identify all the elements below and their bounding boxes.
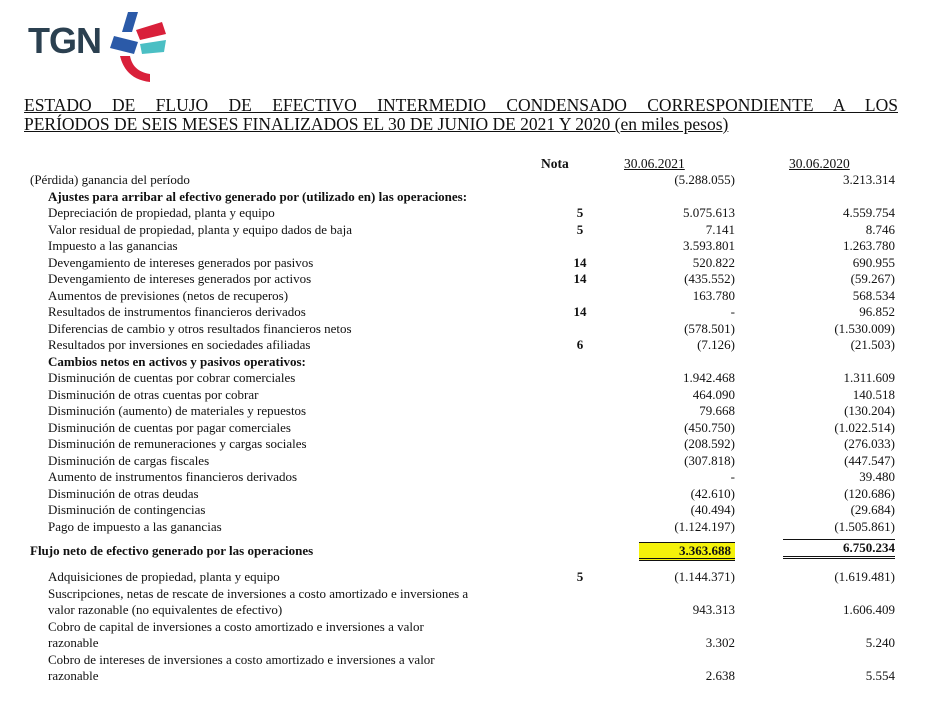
row-nota: [540, 453, 620, 470]
row-value-2021: (208.592): [684, 436, 735, 451]
row-description: Resultados por inversiones en sociedades afiliadas: [48, 337, 311, 352]
row-value-2020: (59.267): [850, 271, 895, 286]
table-row: [30, 420, 895, 437]
row-value-2020: 140.518: [852, 386, 895, 402]
row-value-2021: (450.750): [684, 419, 735, 435]
row-description: [30, 619, 540, 652]
row-nota: 5: [576, 569, 584, 584]
table-row: [30, 469, 895, 486]
row-nota: [540, 486, 620, 503]
row-nota: 5: [576, 205, 584, 220]
row-value-2020: (29.684): [850, 502, 895, 517]
logo-wordmark: TGN: [28, 20, 101, 61]
row-value-2021: (307.818): [684, 452, 735, 468]
table-row: [30, 569, 895, 586]
row-description: Disminución de cuentas por cobrar comerciales: [48, 370, 296, 385]
row-value-2021: -: [730, 304, 735, 319]
row-value-2021: -: [730, 469, 735, 484]
row-value-2020: (447.547): [844, 452, 895, 468]
row-value-2020: 1.606.409: [843, 602, 895, 617]
title-line-1: ESTADO DE FLUJO DE EFECTIVO INTERMEDIO CONDENSADO CORRESPONDIENTE A LOS: [24, 95, 898, 115]
row-value-2021: 520.822: [692, 254, 735, 270]
row-value-2020: (120.686): [844, 485, 895, 501]
highlighted-total-2021: 3.363.688: [639, 542, 735, 561]
row-value-2020: 96.852: [859, 304, 895, 319]
row-value-2021: (1.124.197): [674, 518, 735, 534]
table-row: [30, 652, 895, 685]
row-nota: [540, 420, 620, 437]
table-row: [30, 453, 895, 470]
table-row: [30, 205, 895, 222]
table-row: [30, 502, 895, 519]
row-description: Disminución de remuneraciones y cargas sociales: [48, 436, 307, 451]
row-value-2021: [620, 354, 735, 371]
row-nota: [540, 354, 620, 371]
date-2020-header: 30.06.2020: [789, 156, 850, 171]
row-value-2020: (1.022.514): [834, 419, 895, 435]
row-nota: [540, 288, 620, 305]
row-description: Aumentos de previsiones (netos de recuperos): [48, 287, 289, 303]
row-nota: [540, 586, 620, 619]
row-description: (Pérdida) ganancia del período: [30, 172, 190, 187]
row-value-2021: 2.638: [705, 668, 735, 683]
table-row: [30, 354, 895, 371]
row-value-2020: (1.505.861): [834, 518, 895, 534]
row-value-2020: 690.955: [852, 254, 895, 270]
operating-total-row: [30, 535, 895, 559]
row-nota: [540, 189, 620, 206]
row-description: [30, 652, 540, 685]
row-description-line: Adquisiciones de propiedad, planta y equipo: [48, 569, 280, 584]
row-description: Disminución (aumento) de materiales y repuestos: [48, 403, 307, 418]
table-row: [30, 519, 895, 536]
row-value-2021: 3.593.801: [683, 238, 735, 253]
row-description: Devengamiento de intereses generados por pasivos: [48, 254, 314, 270]
row-value-2020: (1.619.481): [834, 569, 895, 584]
table-row: [30, 189, 895, 206]
table-row: [30, 586, 895, 619]
row-nota: [540, 321, 620, 338]
row-value-2020: [783, 354, 895, 371]
row-value-2020: 39.480: [859, 469, 895, 484]
row-nota: 5: [576, 221, 584, 237]
nota-column-header: Nota: [541, 156, 569, 171]
table-row: [30, 403, 895, 420]
row-value-2020: 568.534: [852, 287, 895, 303]
row-description: Cambios netos en activos y pasivos operativos:: [48, 353, 306, 369]
row-nota: [540, 502, 620, 519]
row-nota: [540, 238, 620, 255]
logo-symbol-icon: [110, 10, 170, 85]
company-logo: [28, 10, 168, 85]
row-description: Impuesto a las ganancias: [48, 238, 178, 253]
row-nota: 14: [573, 271, 587, 286]
row-nota: 14: [573, 304, 587, 319]
row-nota: 6: [576, 337, 584, 352]
row-description: Aumento de instrumentos financieros derivados: [48, 469, 298, 484]
row-value-2021: (42.610): [690, 485, 735, 501]
row-value-2021: (40.494): [690, 502, 735, 517]
table-row: [30, 387, 895, 404]
table-row: [30, 321, 895, 338]
table-row: [30, 337, 895, 354]
row-value-2021: (578.501): [684, 320, 735, 336]
table-row: [30, 304, 895, 321]
row-nota: [540, 519, 620, 536]
row-nota: 14: [573, 254, 587, 270]
row-description: Disminución de contingencias: [48, 502, 206, 517]
row-description: Valor residual de propiedad, planta y equipo dados de baja: [48, 221, 352, 237]
table-row: [30, 486, 895, 503]
row-description: Depreciación de propiedad, planta y equipo: [48, 205, 275, 220]
row-value-2021: 943.313: [692, 602, 735, 617]
row-value-2021: (7.126): [697, 337, 735, 352]
row-value-2020: 1.263.780: [843, 238, 895, 253]
row-value-2020: (1.530.009): [834, 320, 895, 336]
row-description: Disminución de otras cuentas por cobrar: [48, 386, 259, 402]
row-description: Pago de impuesto a las ganancias: [48, 518, 222, 534]
row-value-2021: 464.090: [692, 386, 735, 402]
title-line-2: PERÍODOS DE SEIS MESES FINALIZADOS EL 30 DE JUNIO DE 2021 Y 2020 (en miles pesos): [24, 114, 729, 134]
row-value-2020: [783, 189, 895, 206]
row-description: [30, 569, 540, 586]
table-row: [30, 288, 895, 305]
total-2020: 6.750.234: [783, 539, 895, 560]
row-description-line: valor razonable (no equivalentes de efectivo): [48, 602, 283, 617]
row-description: Disminución de otras deudas: [48, 485, 199, 501]
row-value-2021: [620, 189, 735, 206]
row-description: [30, 586, 540, 619]
row-nota: [540, 619, 620, 652]
table-row: [30, 436, 895, 453]
row-description-line: razonable: [48, 635, 99, 650]
table-row: [30, 370, 895, 387]
row-nota: [540, 403, 620, 420]
row-description-line: razonable: [48, 668, 99, 683]
row-description: Ajustes para arribar al efectivo generado por (utilizado en) las operaciones:: [48, 188, 468, 204]
row-description: Flujo neto de efectivo generado por las operaciones: [30, 542, 314, 558]
row-value-2021: 3.302: [705, 635, 735, 650]
statement-title: [24, 96, 898, 134]
row-value-2020: 3.213.314: [843, 172, 895, 187]
table-row: [30, 271, 895, 288]
row-value-2020: 5.240: [865, 635, 895, 650]
row-value-2021: 7.141: [705, 221, 735, 237]
table-row: [30, 238, 895, 255]
row-description: Resultados de instrumentos financieros derivados: [48, 304, 306, 319]
row-description: Diferencias de cambio y otros resultados financieros netos: [48, 320, 352, 336]
row-nota: [540, 469, 620, 486]
table-row: [30, 222, 895, 239]
date-2021-header: 30.06.2021: [624, 156, 685, 171]
row-description-line: Cobro de intereses de inversiones a costo amortizado e inversiones a valor: [48, 651, 435, 667]
row-value-2021: 1.942.468: [683, 370, 735, 385]
row-value-2021: (435.552): [684, 271, 735, 286]
row-nota: [540, 172, 620, 189]
table-row: [30, 619, 895, 652]
row-value-2020: 5.554: [865, 668, 895, 683]
row-nota: [540, 652, 620, 685]
row-value-2020: 1.311.609: [843, 370, 895, 385]
row-value-2021: 5.075.613: [683, 205, 735, 220]
row-value-2021: 163.780: [692, 287, 735, 303]
row-description-line: Cobro de capital de inversiones a costo amortizado e inversiones a valor: [48, 618, 424, 634]
row-value-2020: 4.559.754: [843, 205, 895, 220]
row-value-2020: 8.746: [865, 221, 895, 237]
row-description: Devengamiento de intereses generados por activos: [48, 271, 312, 286]
table-row: [30, 255, 895, 272]
row-description: Disminución de cuentas por pagar comerciales: [48, 419, 291, 435]
row-value-2021: 79.668: [699, 403, 735, 418]
row-nota: [540, 436, 620, 453]
row-value-2021: (1.144.371): [674, 569, 735, 584]
table-row: [30, 172, 895, 189]
cash-flow-table: [30, 172, 895, 685]
row-description-line: Suscripciones, netas de rescate de inversiones a costo amortizado e inversiones a: [48, 585, 469, 601]
row-value-2021: (5.288.055): [674, 172, 735, 187]
row-value-2020: (130.204): [844, 403, 895, 418]
row-description: Disminución de cargas fiscales: [48, 452, 210, 468]
row-value-2020: (21.503): [850, 337, 895, 352]
row-value-2020: (276.033): [844, 436, 895, 451]
row-nota: [540, 370, 620, 387]
row-nota: [540, 387, 620, 404]
